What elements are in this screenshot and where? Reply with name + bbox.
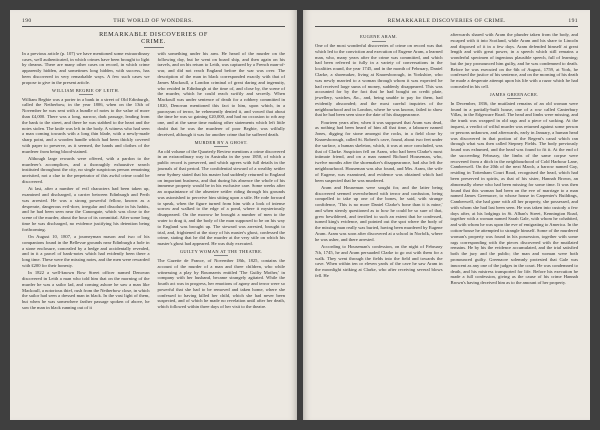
section-heading: [158, 140, 286, 148]
right-page-column-1: [315, 32, 443, 287]
paragraph: In a previous article (p. 107) we have mentioned some extraordinary cases, well authenticated, in which crimes have been brought to light by dreams. There are many other cases on record, in which crime apparently hidden, and sometimes long hidden, with success, has been discovered in very remarkable ways. A few such cases we propose to give in the present article.: [22, 50, 150, 85]
left-page-number: 190: [22, 18, 32, 24]
paragraph: Fourteen years after, when it was supposed that Aram was dead, as nothing had been heard of him all that time, a labourer named Jones, digging for stone amongst the rocks, in a field close by Knaresborough, called St. Robert's cave, found, about two feet under the surface, a human skeleton, which, it was at once concluded, was that of Clarke. Suspicion fell on Aram, who had been Clarke's most intimate friend, and on a man named Richard Houseman, who, twelve months after the shoemaker's disappearance, had also left the neighbourhood. Houseman was also found, and Mrs. Aram, the wife of Eugene, was examined, and evidence was obtained which had been suspected that he was murdered.: [315, 119, 443, 183]
article-title-line-1: REMARKABLE DISCOVERIES OF: [99, 31, 208, 38]
paragraph: William Begbie was a porter in a bank in a street of Old Edinburgh, called the Netherbow, in the year 1806, when on the 13th of November he was sent with a bundle of notes to the value of more than £4,000. There was a long, narrow, dark passage, leading from the bank to the street, and there he was stabbed to the heart and the notes stolen. The knife was left in the body. A witness who had seen a man coming towards with a long thin blade, with a newly-made sharp point, and a wooden handle which had been thickly covered with paper to preserve, as it seemed, the hands and clothes of the murderer from being blood-stained.: [22, 96, 150, 154]
section-heading-text: MURDER BY A GHOST.: [194, 139, 248, 145]
right-running-title: REMARKABLE DISCOVERIES OF CRIME.: [387, 18, 506, 24]
left-page-columns: [22, 51, 285, 312]
article-title-line-2: CRIME.: [141, 38, 166, 46]
section-rule: [79, 94, 93, 95]
right-page: [303, 10, 590, 420]
left-running-head: [22, 18, 285, 27]
paragraph: In 1822 a well-known Bow Street officer named Denovan discovered in Leith a man who told him that on the morning of the murder he was a sailor lad, and coming ashore he saw a man like Mackoull, a notorious thief, rush from the Netherbow close, in which the sailor had seen a dressed man in black. In the vast light of them, but when he was somewhere farther passage spoken of above, he saw the man in black running out of it: [22, 270, 150, 310]
section-heading-text: JAMES GREENACRE.: [489, 91, 539, 97]
section-heading-text: GUILTY WOMAN AT THE THEATRE.: [179, 248, 263, 254]
paragraph: An old volume of the Quarterly Review mentions a crime discovered in an extraordinary way in Australia in the year 1850, of which a public record is preserved, and which agrees with full details in the journals of that period. The confidential steward of a wealthy settler near Sydney stated that his master had suddenly returned to England on important business, and that during his absence the whole of his immense property would be in his exclusive care. Some weeks after an acquaintance of the absentee settler riding through his grounds was astonished to perceive him sitting upon a stile. He rode forward to speak, when the figure turned from him with a look of intense sorrow and walked to the edge of a pond, where it mysteriously disappeared. On the morrow he brought a number of men to the water to drag it, and the body of the man supposed to be on his way to England was brought up. The steward was arrested, brought to trial, and, frightened at the story of his master's ghost, confessed the crime, stating that he did the murder at the very stile on which his master's ghost had appeared. He was duly executed.: [157, 148, 285, 247]
article-title: [22, 31, 285, 48]
paragraph: with something under his arm. He heard of the murder on the following day, but he went on board ship, and then again on his travels, and on his return to Leith, was captured by a French man-of-war, and did not reach England before the war was over. The description of the man in black corresponded exactly with that of James Mackoull, a London criminal of great daring and ingenuity, who resided in Edinburgh at the time of, and close by, the scene of the murder, which he could reach swiftly and secretly. When Mackoull was under sentence of death for a robbery committed in 1820, Denovan mentioned this fact to him, upon which, in a paroxysm of terror, he vehemently denied it, and vowed that about the time he was so gaining £20,000, and had no occasion to rob any one, and at the same time making other statements which left little doubt that he was the murderer of poor Begbie, was wilfully deceived, although it was for another crime that he suffered death.: [157, 50, 285, 137]
left-page-column-2: [158, 51, 286, 312]
title-rule: [144, 47, 164, 48]
right-running-head: [315, 18, 578, 27]
right-page-columns: [315, 32, 578, 287]
paragraph: Although large rewards were offered, with a pardon to the murderer's accomplices, and a thoroughly exhaustive search instituted throughout the city, no single suspicious person remaining unvisited, not a clue to the perpetrator of this awful crime could be discovered.: [22, 155, 150, 185]
section-heading: [158, 249, 286, 257]
section-rule: [507, 98, 521, 99]
section-rule: [214, 255, 228, 256]
paragraph: On August 10, 1807, a journeyman mason and two of his companions found in the Bellevue grounds near Edinburgh a hole in a stone enclosure, concealed by a hedge and accidentally revealed, and in it a parcel of bank-notes which had evidently been there a long time. These were the missing notes, and the men were rewarded with £200 for their honesty.: [22, 234, 150, 268]
section-heading-text: WILLIAM BEGBIE OF LEITH.: [51, 87, 120, 93]
left-page-column-1: [22, 51, 150, 312]
book-spread: [10, 10, 590, 420]
right-page-number: 191: [568, 18, 578, 24]
left-book-title: THE WORLD OF WONDERS.: [113, 18, 194, 24]
paragraph: afterwards shared with Aram the plunder taken from the body, and escaped with it into Scotland, while Aram and his share to Lincoln and disposed of it in a few days. Aram defended himself at great length and with great power, in a speech which still remains a wonderful specimen of ingenious plausible speech, full of learning; but the jury pronounced him guilty, and he was condemned to death. Before he was executed on the 6th of August, 1759, at York, he confessed the justice of his sentence, and on the morning of his death he made a desperate attempt upon his life with a razor which he had concealed in his cell.: [450, 32, 578, 90]
paragraph: In December, 1836, the mutilated remains of an old woman were found in a partially-built house, one of a row called Canterbury Villas, in the Edgeware Road. The head and limbs were missing, and the trunk was wrapped in old rags and a piece of sacking. At the inquest, a verdict of wilful murder was returned against some person or persons unknown, and afterwards, early in January, a human head was discovered in that portion of the Regent's canal which ran through what was then called Stepney Fields. The body previously found was exhumed, and the head was found to fit it. At the end of the succeeding February, the limbs of the same corpse were recovered from a ditch in the neighbourhood of Cold Harbour Lane, Camberwell. On the 20th of the next March, a barrow named Gay, residing in Tottenham Court Road, recognised the head, which had been preserved in spirits, as that of his sister, Hannah Brown, an abnormally obese who had been missing for some time. It was then found that this woman had been on the eve of marriage to a man named James Greenacre, to whose house in Carpenter's Buildings, Camberwell, she had gone with all her property, she possessed, and with whom she had last been seen. He was taken into custody a few days after, at his lodgings in St. Alban's Street, Kennington Road, together with a woman named Sarah Gale, with whom he cohabited, and with whom he was upon the eve of emigrating to America. In the cotton-house he attempted to strangle himself. Some of the murdered woman's property was found in his possession, together with some rags corresponding with the pieces discovered with the mutilated remains. He by his the evidence accumulated, and the trial satisfied both the jury and the public; the man and woman were both pronounced guilty. Greenacre solemnly protested that Gale was innocent as any one of the judges in the court. He was condemned to death, and his mistress transported for life. Before his execution he made a full confession, giving as the cause of his crime Hannah Brown's having deceived him as to the amount of her property.: [450, 100, 578, 286]
paragraph: At last, after a number of evil characters had been taken up, examined and discharged, a carrier between Edinburgh and Perth was arrested. He was a strong powerful fellow, known as a desperate, dangerous evil-doer, irregular and dissolute in his habits, and he had been seen near the Canongate, which was close to the scene of the murder, about the hour of its committal. After some long time he was discharged, no evidence justifying his detention being forthcoming.: [22, 186, 150, 232]
section-heading: [451, 92, 579, 100]
right-page-column-2: [451, 32, 579, 287]
section-heading: [315, 34, 443, 42]
section-heading: [22, 88, 150, 96]
section-rule: [214, 146, 228, 147]
section-rule: [372, 41, 386, 42]
section-heading-text: EUGENE ARAM.: [360, 34, 398, 39]
paragraph: Aram and Houseman were sought for, and the latter being discovered seemed overwhelmed with terror and confusion, being compelled to take up one of the bones, he said, with strange confidence, 'This is no more Daniel Clarke's bone than it is mine,' and when sternly questioned as to how he could be so sure of that, grew bewildered, and terrified to such an extent that he confessed, turned king's evidence, and pointed out the spot where the body of the missing man really was buried, having been murdered by Eugene Aram. Aram was soon after discovered at a school in Norfolk, where he was usher, and there arrested.: [315, 184, 443, 242]
paragraph: According to Houseman's confession, on the night of February 7th, 1745, he and Aram persuaded Clarke to go out with them for a walk. They went through the fields into the field and towards the cave. When within ten or eleven yards of the cave he saw Aram in the moonlight striking at Clarke, who after receiving several blows fell. He: [315, 244, 443, 279]
paragraph: The Gazette de France, of November 18th, 1825, contains the account of the murder of a man and three children, who while witnessing a play by Bournaerts entitled 'The Guilty Mother,' in company with her husband, became strangely agitated. While the fourth act was in progress, her emotions of agony and terror were so powerful that she had to be removed and taken home, where she confessed to having killed her child, which she had never been suspected, and of which he made no revelation until after her death, which followed within three days of her visit to the theatre.: [157, 257, 285, 310]
paragraph: One of the most wonderful discoveries of crime on record was that which led to the conviction and execution of Eugene Aram, a learned man, who, many years after the crime was committed, and which had been referred to fully in a variety of conversations in the localities round, the year 1745, and in the month of February, Daniel Clarke, a shoemaker, living at Knaresborough, in Yorkshire, who was newly married to a woman through whom it was expected he had received large sums of money, suddenly disappeared. This was accounted for by the fact that he had bought on credit plate, jewellery, watches, &c., and, being unable to pay for them, had evidently absconded; and the most careful inquiries of the neighbourhood and in London, where he was known, failed to show that he had been seen since the date of his disappearance.: [315, 43, 443, 118]
left-page: [10, 10, 297, 420]
